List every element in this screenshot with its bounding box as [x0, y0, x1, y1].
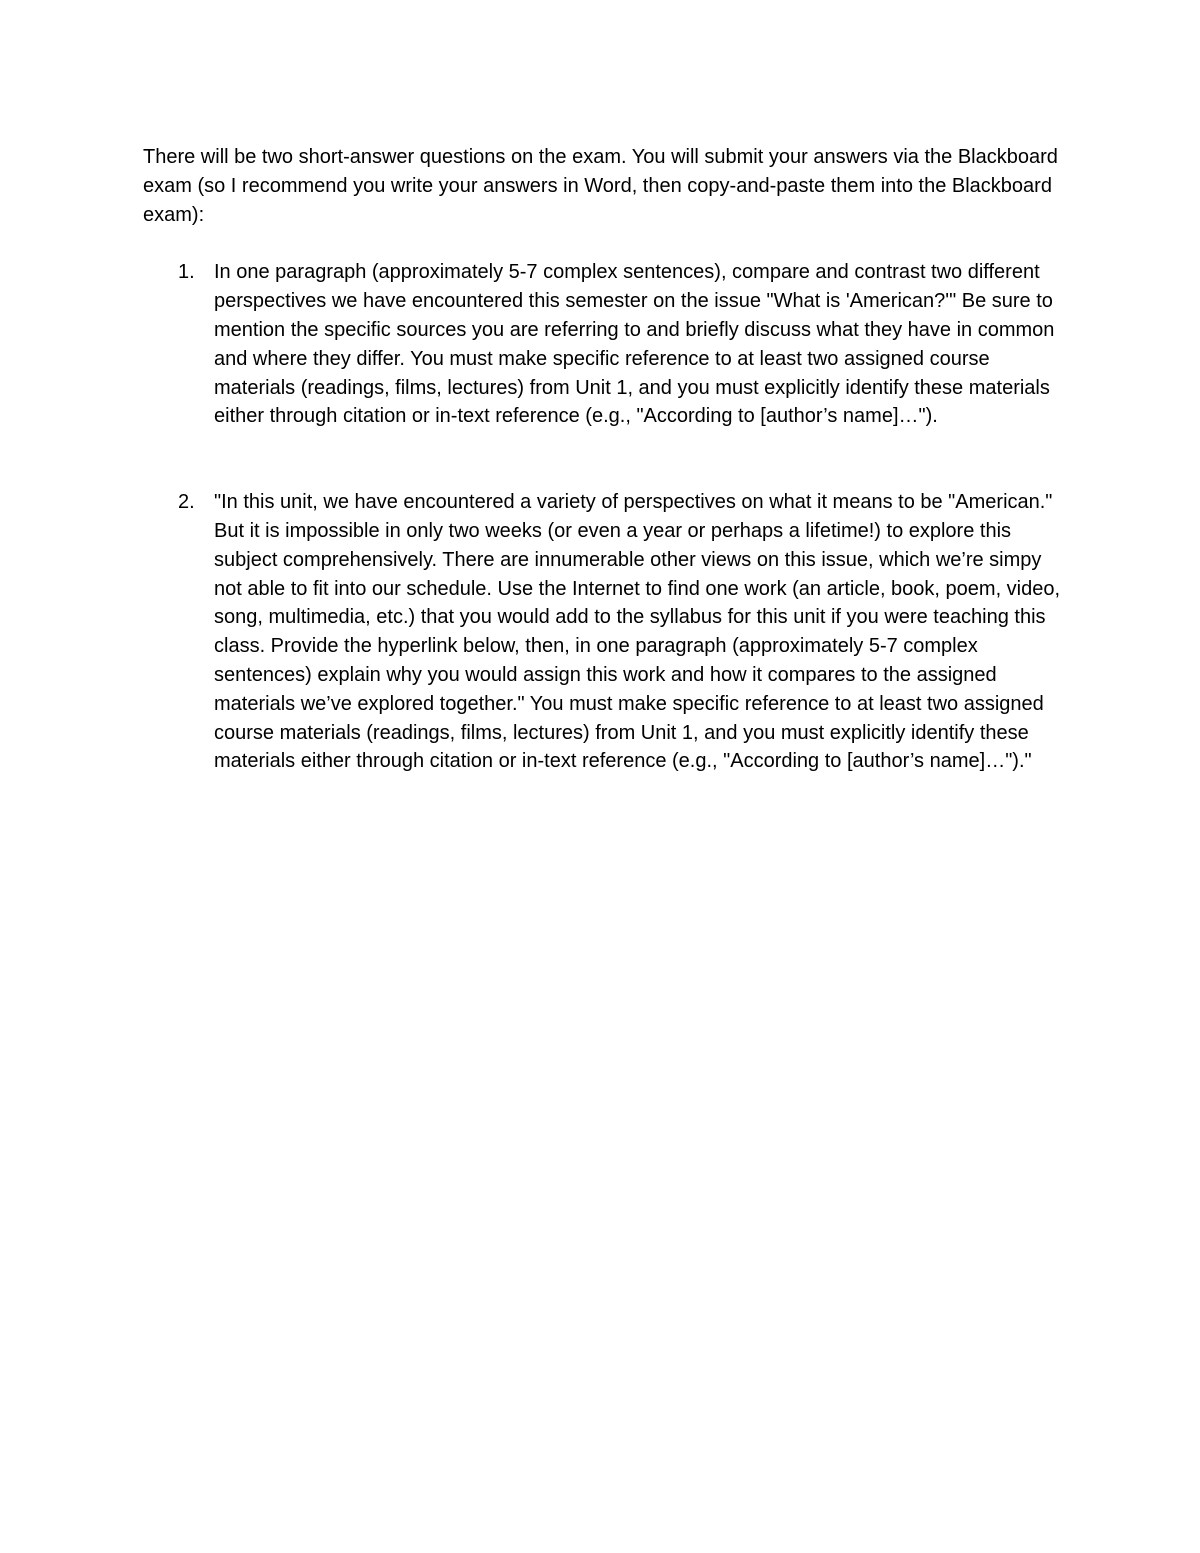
exam-instructions-paragraph: There will be two short-answer questions on the exam. You will submit your answers via the Blackboard exam (so I recommend you write your answers in Word, then copy-and-paste them into the Blackboard exam):: [143, 146, 1058, 226]
question-text-1: In one paragraph (approximately 5-7 complex sentences), compare and contrast two different perspectives we have encountered this semester on the issue "What is 'American?'" Be sure to mention the specific sources you are referring to and briefly discuss what they have in common and where they differ. You must make specific reference to at least two assigned course materials (readings, films, lectures) from Unit 1, and you must explicitly identify these materials either through citation or in-text reference (e.g., "According to [author’s name]…").: [214, 261, 1055, 428]
document-content: [143, 143, 1063, 776]
question-number-1: 1.: [178, 261, 195, 284]
question-text-2: "In this unit, we have encountered a variety of perspectives on what it means to be "American." But it is impossible in only two weeks (or even a year or perhaps a lifetime!) to explore this subject comprehensively. There are innumerable other views on this issue, which we’re simpy not able to fit into our schedule. Use the Internet to find one work (an article, book, poem, video, song, multimedia, etc.) that you would add to the syllabus for this unit if you were teaching this class. Provide the hyperlink below, then, in one paragraph (approximately 5-7 complex sentences) explain why you would assign this work and how it compares to the assigned materials we’ve explored together." You must make specific reference to at least two assigned course materials (readings, films, lectures) from Unit 1, and you must explicitly identify these materials either through citation or in-text reference (e.g., "According to [author’s name]…").": [214, 491, 1061, 773]
question-item-1: [143, 258, 1063, 431]
question-number-2: 2.: [178, 491, 195, 514]
question-item-2: [143, 488, 1063, 776]
short-answer-question-list: [143, 258, 1063, 776]
